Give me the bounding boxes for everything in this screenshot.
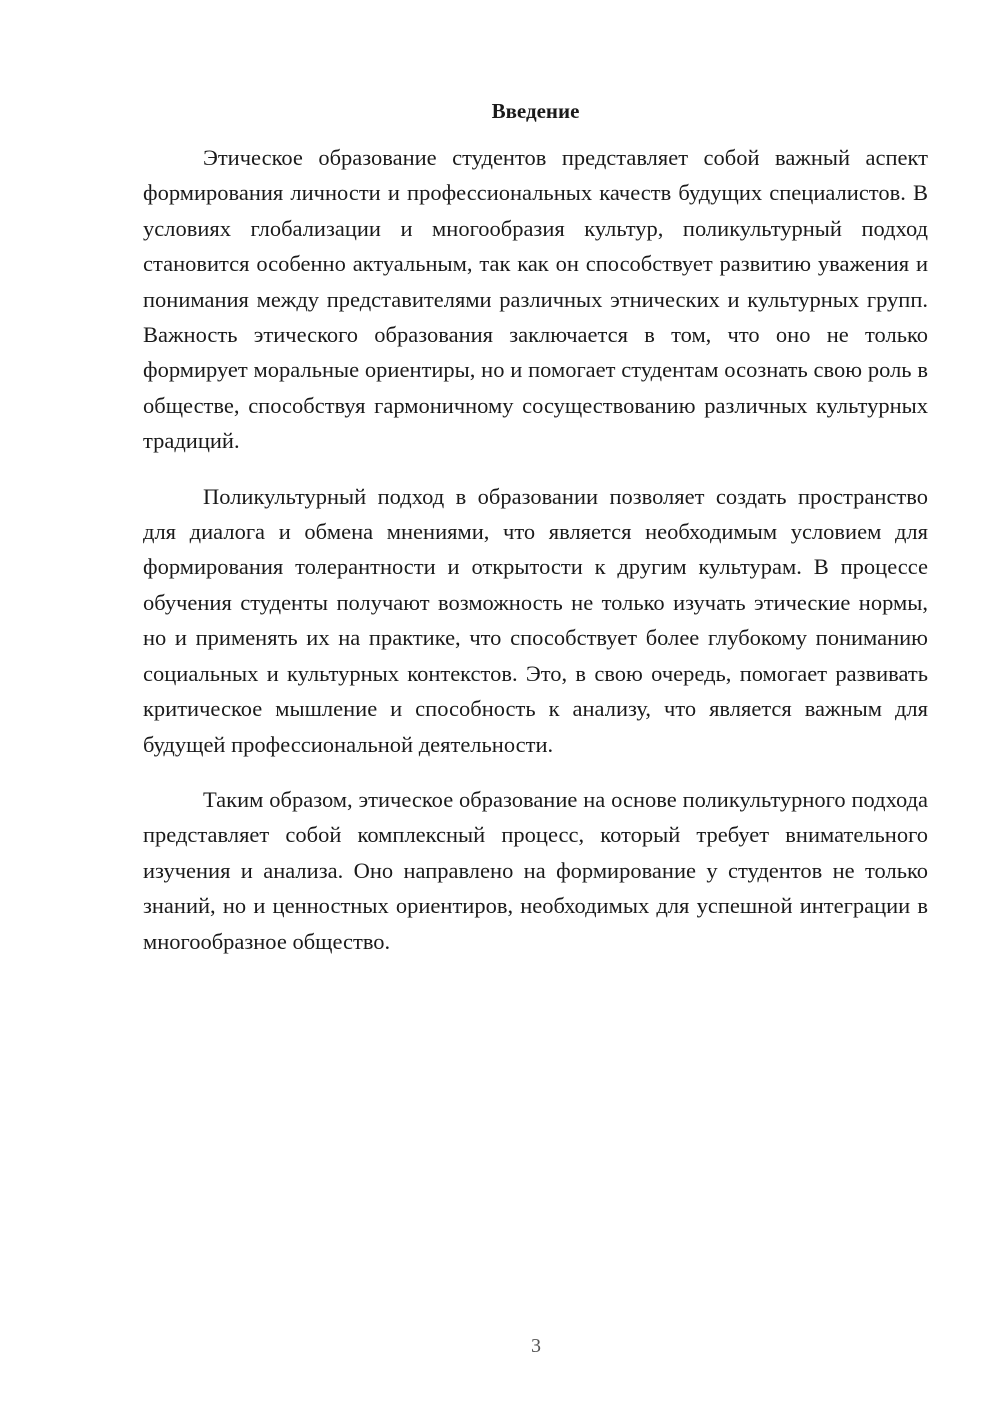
page-number: 3 (531, 1335, 541, 1357)
section-title: Введение (491, 99, 580, 123)
page-content (143, 96, 928, 979)
paragraph-3: Таким образом, этическое образование на основе поликультурного подхода представляет собой комплексный процесс, который требует внимательного изучения и анализа. Оно направлено на формирование у студентов не только знаний, но и ценностных ориентиров, необходимых для успешной интеграции в многообразное общество. (143, 786, 928, 954)
paragraph-1: Этическое образование студентов представляет собой важный аспект формирования личности и профессиональных качеств будущих специалистов. В условиях глобализации и многообразия культур, поликультурный подход становится особенно актуальным, так как он способствует развитию уважения и понимания между представителями различных этнических и культурных групп. Важность этического образования заключается в том, что оно не только формирует моральные ориентиры, но и помогает студентам осознать свою роль в обществе, способствуя гармоничному сосуществованию различных культурных традиций. (143, 145, 928, 454)
paragraph-2: Поликультурный подход в образовании позволяет создать пространство для диалога и обмена мнениями, что является необходимым условием для формирования толерантности и открытости к другим культурам. В процессе обучения студенты получают возможность не только изучать этические нормы, но и применять их на практике, что способствует более глубокому пониманию социальных и культурных контекстов. Это, в свою очередь, помогает развивать критическое мышление и способность к анализу, что является важным для будущей профессиональной деятельности. (143, 483, 928, 757)
